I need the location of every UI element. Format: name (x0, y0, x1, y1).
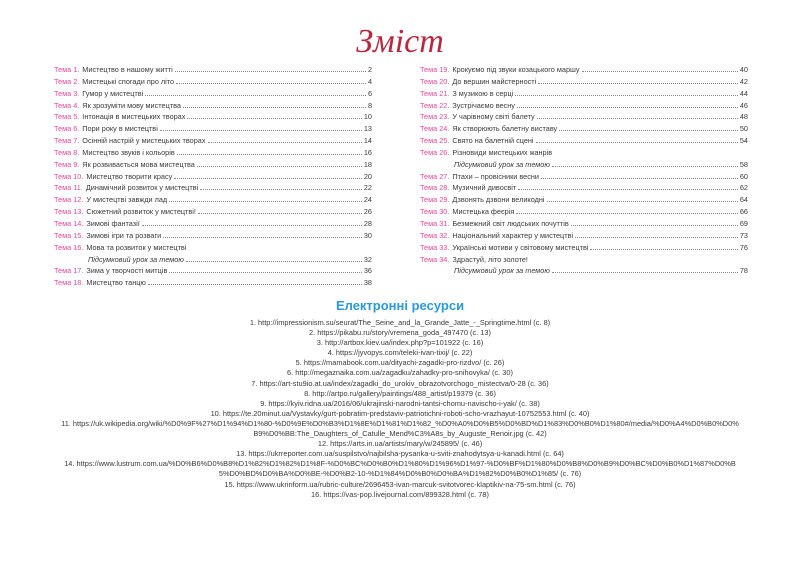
topic-number: Тема 11. (54, 183, 83, 193)
page-number: 60 (739, 171, 748, 181)
topic-number: Тема 8. (54, 147, 80, 157)
dot-leader (515, 88, 738, 96)
page-number: 46 (739, 100, 748, 110)
toc-entry[interactable] (54, 111, 372, 122)
topic-number: Тема 32. (420, 230, 450, 240)
topic-title: Мистецька феєрія (452, 207, 515, 217)
dot-leader (547, 194, 738, 202)
resource-link[interactable]: 3. http://artbox.kiev.ua/index.php?p=101922 (c. 16) (316, 338, 484, 348)
page-number: 38 (363, 278, 372, 288)
dot-leader (559, 123, 738, 131)
resource-link[interactable]: 6. http://megaznaika.com.ua/zagadku/zahadky-pro-snihovyka/ (c. 30) (287, 368, 513, 378)
toc-entry[interactable] (420, 147, 748, 158)
page-number: 13 (363, 124, 372, 134)
topic-title: Мистецтво звуків і кольорів (82, 147, 175, 157)
toc-entry[interactable] (420, 194, 748, 205)
page-number: 18 (363, 159, 372, 169)
page-number: 62 (739, 183, 748, 193)
page-number: 20 (363, 171, 372, 181)
topic-title: Дзвонять дзвони великодні (452, 195, 545, 205)
toc-entry[interactable] (54, 265, 372, 276)
page-number: 40 (739, 65, 748, 74)
dot-leader (538, 76, 738, 84)
resource-link[interactable]: 12. https://arts.in.ua/artists/mary/w/245895/ (c. 46) (317, 439, 483, 449)
dot-leader (176, 76, 366, 84)
dot-leader (200, 182, 362, 190)
topic-title: Національний характер у мистецтві (452, 230, 574, 240)
toc-entry[interactable] (54, 194, 372, 205)
topic-number: Тема 15. (54, 230, 84, 240)
toc-entry[interactable] (54, 135, 372, 146)
dot-leader (169, 265, 362, 273)
toc-entry[interactable] (420, 218, 748, 229)
topic-number: Тема 21. (420, 88, 450, 98)
page-number: 32 (363, 254, 372, 264)
toc-entry[interactable] (54, 147, 372, 158)
topic-title: Зимові фантазії (86, 218, 140, 228)
topic-title: Осінній настрій у мистецьких творах (82, 136, 206, 146)
toc-entry[interactable] (54, 254, 372, 265)
resource-link[interactable]: 15. https://www.ukrinform.ua/rubric-culture/2696453-ivan-marcuk-svitotvorec-klaptikiv-na-75-sm.html (c. 76) (224, 479, 576, 489)
topic-number: Тема 1. (54, 65, 80, 74)
toc-left-column (54, 64, 372, 289)
resource-link[interactable]: 14. https://www.lustrum.com.ua/%D0%B6%D0%B8%D1%82%D1%82%D1%8F-%D0%BC%D0%B0%D1%80%D1%96%D1%97-%D0%BF%D1%80%D0%B8%D0%B9%D0%BC%D0%B0%D1%87%D0%B5%D0%BD%D0%BA%D0%BE-%D0%B2-10-%D1%84%D0%B0%D0%BA%D1%82%D0%B0%D1%85/ (c. 76) (64, 459, 736, 479)
page-number: 42 (739, 76, 748, 86)
topic-number: Тема 13. (54, 207, 84, 217)
dot-leader (552, 265, 738, 273)
resource-link[interactable]: 10. https://te.20minut.ua/Vystavky/gurt-pobratim-predstaviv-patriotichni-roboti-scho-vrazhayut-10752553.html (c. 40) (210, 408, 590, 418)
page-number: 26 (363, 207, 372, 217)
topic-number: Тема 6. (54, 124, 80, 134)
page-number: 64 (739, 195, 748, 205)
dot-leader (536, 135, 738, 143)
topic-number: Тема 17. (54, 266, 84, 276)
topic-title: Птахи – провісники весни (452, 171, 539, 181)
resource-link[interactable]: 2. https://pikabu.ru/story/vremena_goda_497470 (c. 13) (308, 328, 491, 338)
toc-entry[interactable] (54, 100, 372, 111)
dot-leader (208, 135, 362, 143)
topic-title: Гумор у мистецтві (82, 88, 144, 98)
dot-leader (517, 100, 738, 108)
resource-link[interactable]: 11. https://uk.wikipedia.org/wiki/%D0%9F%27%D1%94%D1%80-%D0%9E%D0%B3%D1%8E%D1%81%D1%82_%D0%A0%D0%B5%D0%BD%D1%83%D0%B0%D1%80#/media/%D0%A4%D0%B0%D0%B9%D0%BB:The_Daughters_of_Catulle_Mend%C3%A8s_by_Auguste_Renoir.jpg (c. 42) (61, 418, 739, 439)
toc-entry[interactable] (420, 64, 748, 75)
toc-entry[interactable] (420, 123, 748, 134)
page-number: 44 (739, 88, 748, 98)
resource-link[interactable]: 4. https://jyvopys.com/teleki-ivan-tixij/ (c. 22) (327, 348, 473, 358)
dot-leader (590, 242, 737, 250)
toc-entry[interactable] (420, 254, 748, 265)
page-number: 6 (367, 88, 372, 98)
dot-leader (142, 218, 362, 226)
resource-link[interactable]: 16. https://vas-pop.livejournal.com/899328.html (c. 78) (311, 489, 489, 499)
toc-entry[interactable] (54, 230, 372, 241)
topic-title: Зустрічаємо весну (452, 100, 515, 110)
topic-number: Тема 29. (420, 195, 450, 205)
topic-title: Українські мотиви у світовому мистецтві (452, 242, 589, 252)
topic-title: Динамічний розвиток у мистецтві (85, 183, 199, 193)
topic-title: Інтонація в мистецьких творах (82, 112, 186, 122)
dot-leader (537, 111, 738, 119)
resource-link[interactable]: 9. https://kyiv.ridna.ua/2016/06/ukrajinski-narodni-tantsi-chomu-navischo-i-yak/ (c. 38) (260, 398, 540, 408)
resource-link[interactable]: 7. https://art-stu9io.at.ua/index/zagadki_do_urokiv_obrazotvorchogo_mistectva/0-28 (c. 36) (251, 378, 549, 388)
summary-lesson-title: Підсумковий урок за темою (454, 266, 550, 276)
toc-right-column (420, 64, 748, 277)
page-number: 22 (363, 183, 372, 193)
topic-title: Різновиди мистецьких жанрів (452, 147, 553, 157)
topic-title: Мистецтво танцю (86, 278, 146, 288)
dot-leader (541, 171, 738, 179)
page-number: 8 (367, 100, 372, 110)
topic-title: Сюжетний розвиток у мистецтві! (86, 207, 196, 217)
topic-title: У мистецтві завжди лад (86, 195, 168, 205)
resource-link[interactable]: 8. http://artpo.ru/gallery/paintings/488_artist/p19379 (c. 36) (304, 388, 496, 398)
topic-number: Тема 22. (420, 100, 450, 110)
page-number: 69 (739, 218, 748, 228)
dot-leader (175, 64, 366, 72)
topic-number: Тема 34. (420, 254, 450, 264)
toc-entry[interactable] (420, 230, 748, 241)
resource-link[interactable]: 1. http://impressionism.su/seurat/The_Seine_and_la_Grande_Jatte_-_Springtime.html (c. 8) (249, 318, 551, 327)
dot-leader (183, 100, 366, 108)
dot-leader (198, 206, 362, 214)
topic-title: Крокуємо під звуки козацького маршу (452, 65, 580, 74)
dot-leader (169, 194, 362, 202)
topic-number: Тема 31. (420, 218, 450, 228)
dot-leader (571, 218, 738, 226)
topic-title: Мистецтво в нашому житті (82, 65, 173, 74)
topic-number: Тема 28. (420, 183, 450, 193)
topic-number: Тема 19. (420, 65, 450, 74)
topic-number: Тема 3. (54, 88, 80, 98)
toc-entry[interactable] (54, 206, 372, 217)
topic-number: Тема 23. (420, 112, 450, 122)
toc-entry[interactable] (54, 242, 372, 253)
dot-leader (177, 147, 362, 155)
toc-entry[interactable] (420, 88, 748, 99)
page-number: 58 (739, 159, 748, 169)
topic-title: У чарівному світі балету (452, 112, 535, 122)
topic-title: Пори року в мистецтві (82, 124, 158, 134)
topic-number: Тема 20. (420, 76, 450, 86)
toc-entry[interactable] (420, 182, 748, 193)
dot-leader (186, 254, 362, 262)
toc-entry[interactable] (420, 242, 748, 253)
page-number: 50 (739, 124, 748, 134)
summary-lesson-title: Підсумковий урок за темою (88, 254, 184, 264)
dot-leader (163, 230, 362, 238)
topic-number: Тема 26. (420, 147, 450, 157)
topic-number: Тема 10. (54, 171, 84, 181)
page-number: 36 (363, 266, 372, 276)
topic-title: Мистецькі спогади про літо (82, 76, 175, 86)
toc-entry[interactable] (420, 76, 748, 87)
topic-number: Тема 7. (54, 136, 80, 146)
topic-title: Свято на балетній сцені (452, 136, 534, 146)
page-number: 2 (367, 65, 372, 74)
topic-number: Тема 5. (54, 112, 80, 122)
dot-leader (575, 230, 738, 238)
page-number: 66 (739, 207, 748, 217)
page-number: 4 (367, 76, 372, 86)
page-number: 48 (739, 112, 748, 122)
toc-entry[interactable] (54, 277, 372, 288)
topic-title: Як створюють балетну виставу (452, 124, 558, 134)
topic-number: Тема 2. (54, 76, 80, 86)
resource-link[interactable]: 5. https://mamabook.com.ua/dityachi-zagadki-pro-rizdvo/ (c. 26) (295, 358, 505, 368)
topic-title: Як зрозуміти мову мистецтва (82, 100, 181, 110)
topic-number: Тема 33. (420, 242, 450, 252)
page-number: 24 (363, 195, 372, 205)
topic-title: Здрастуй, літо золоте! (452, 254, 528, 264)
topic-title: Музичний дивосвіт (452, 183, 517, 193)
page-number: 54 (739, 136, 748, 146)
page-number: 16 (363, 147, 372, 157)
dot-leader (148, 277, 362, 285)
toc-entry[interactable] (54, 159, 372, 170)
topic-title: Мова та розвиток у мистецтві (86, 242, 187, 252)
resources-list (20, 318, 780, 500)
toc-entry[interactable] (420, 100, 748, 111)
dot-leader (518, 182, 738, 190)
topic-title: Безмежний світ людських почуттів (452, 218, 569, 228)
topic-number: Тема 14. (54, 218, 84, 228)
toc-entry[interactable] (420, 111, 748, 122)
summary-lesson-title: Підсумковий урок за темою (454, 159, 550, 169)
topic-number: Тема 18. (54, 278, 84, 288)
toc-entry[interactable] (54, 182, 372, 193)
toc-entry[interactable] (420, 135, 748, 146)
topic-number: Тема 16. (54, 242, 84, 252)
page-number: 78 (739, 266, 748, 276)
topic-number: Тема 24. (420, 124, 450, 134)
toc-entry[interactable] (54, 76, 372, 87)
dot-leader (160, 123, 362, 131)
dot-leader (187, 111, 361, 119)
toc-entry[interactable] (54, 123, 372, 134)
toc-entry[interactable] (420, 171, 748, 182)
toc-entry[interactable] (420, 206, 748, 217)
resources-heading: Електронні ресурси (335, 298, 465, 313)
topic-number: Тема 25. (420, 136, 450, 146)
topic-title: До вершин майстерності (452, 76, 537, 86)
dot-leader (145, 88, 366, 96)
toc-entry[interactable] (54, 218, 372, 229)
dot-leader (197, 159, 362, 167)
toc-entry[interactable] (420, 159, 748, 170)
page-number: 10 (363, 112, 372, 122)
topic-title: Мистецтво творити красу (86, 171, 173, 181)
topic-number: Тема 27. (420, 171, 450, 181)
toc-entry[interactable] (420, 265, 748, 276)
topic-title: З музикою в серці (452, 88, 514, 98)
page-number: 73 (739, 230, 748, 240)
dot-leader (582, 64, 738, 72)
toc-entry[interactable] (54, 88, 372, 99)
page-number: 76 (739, 242, 748, 252)
page-number: 14 (363, 136, 372, 146)
resource-link[interactable]: 13. https://ukrreporter.com.ua/suspilstvo/najbilsha-pysanka-u-sviti-znahodytsya-u-kanadi.html (c. 64) (236, 449, 564, 459)
topic-number: Тема 9. (54, 159, 80, 169)
topic-number: Тема 4. (54, 100, 80, 110)
topic-number: Тема 12. (54, 195, 84, 205)
topic-title: Як розвивається мова мистецтва (82, 159, 195, 169)
page-title: Зміст (356, 23, 444, 60)
toc-entry[interactable] (54, 171, 372, 182)
page-number: 30 (363, 230, 372, 240)
dot-leader (174, 171, 362, 179)
topic-title: Зима у творчості митців (86, 266, 168, 276)
dot-leader (516, 206, 738, 214)
topic-number: Тема 30. (420, 207, 450, 217)
dot-leader (552, 159, 738, 167)
toc-entry[interactable] (54, 64, 372, 75)
topic-title: Зимові ігри та розваги (86, 230, 162, 240)
page-number: 28 (363, 218, 372, 228)
